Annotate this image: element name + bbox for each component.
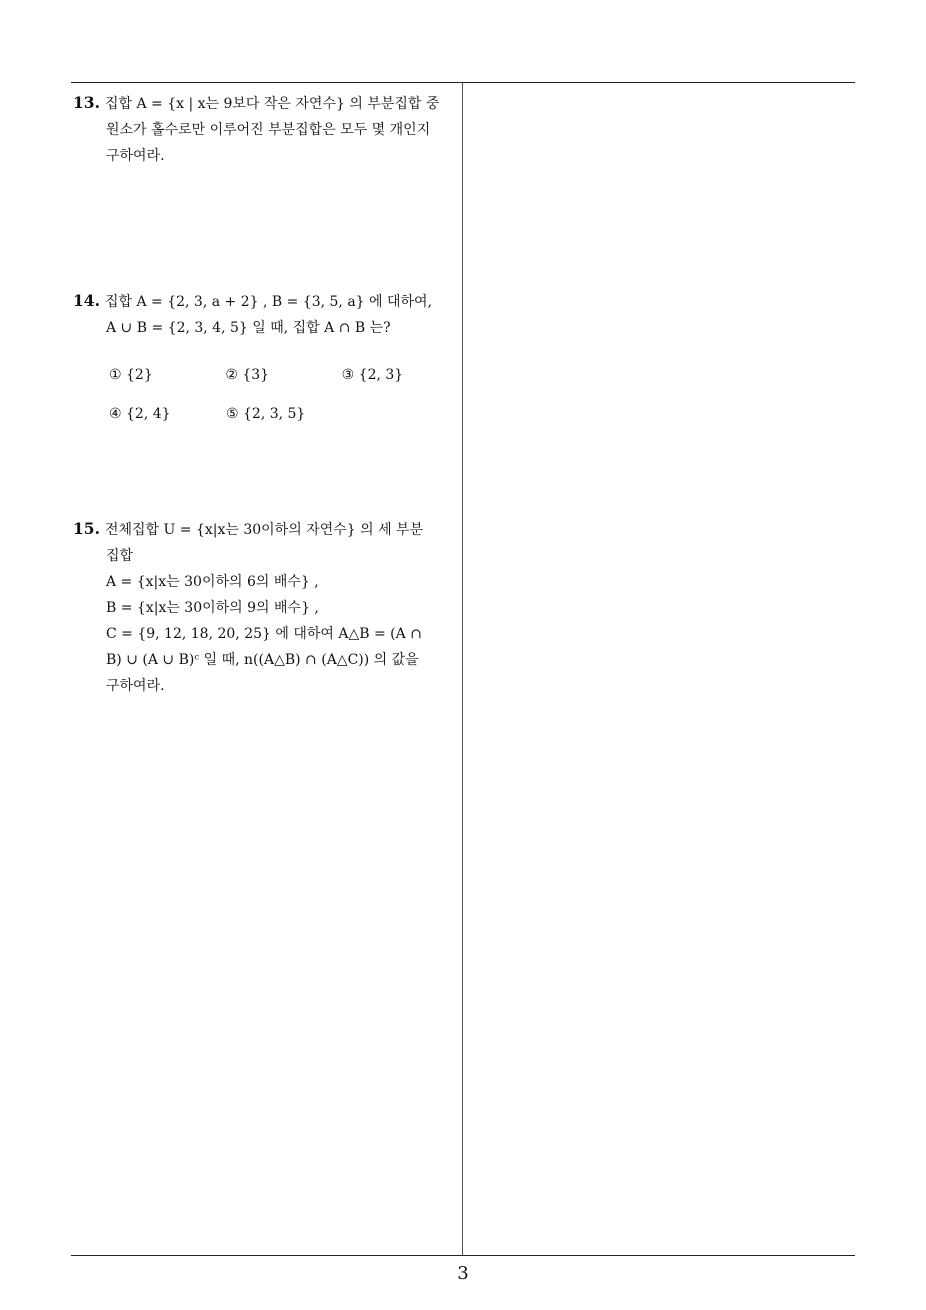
answer-choices [73, 355, 458, 433]
problem-14 [73, 288, 458, 433]
footer-rule [71, 1255, 855, 1256]
problem-text: 원소가 홀수로만 이루어진 부분집합은 모두 몇 개인지 [106, 122, 431, 138]
choice-4[interactable]: ④ {2, 4} [109, 405, 171, 422]
problem-text: C = {9, 12, 18, 20, 25} 에 대하여 A△B = (A ∩ [106, 626, 422, 642]
choice-3[interactable]: ③ {2, 3} [341, 366, 404, 383]
problem-number: 13. [73, 93, 100, 112]
problem-text: 구하여라. [106, 678, 165, 694]
problem-13-line-1 [73, 90, 458, 117]
problem-number: 14. [73, 291, 100, 310]
problem-text: A = {x|x는 30이하의 6의 배수} , [106, 574, 319, 590]
page-number: 3 [457, 1263, 469, 1284]
problem-text: 구하여라. [106, 148, 165, 164]
problem-text: 집합 A = {2, 3, a + 2} , B = {3, 5, a} 에 대하여, [104, 294, 433, 310]
problem-14-line-1 [73, 288, 458, 315]
problem-number: 15. [73, 519, 100, 538]
choice-row [109, 355, 458, 394]
choice-1[interactable]: ① {2} [109, 366, 153, 383]
header-rule [71, 82, 855, 83]
problem-text: B) ∪ (A ∪ B)ᶜ 일 때, n((A△B) ∩ (A△C)) 의 값을 [106, 652, 419, 668]
column-divider [462, 83, 463, 1256]
problem-15-line-1 [73, 516, 458, 543]
choice-5[interactable]: ⑤ {2, 3, 5} [226, 405, 306, 422]
choice-2[interactable]: ② {3} [225, 366, 270, 383]
problem-text: 집합 [106, 548, 134, 564]
choice-row [109, 394, 458, 433]
problem-text: B = {x|x는 30이하의 9의 배수} , [106, 600, 319, 616]
problem-13 [73, 90, 458, 169]
problem-text: A ∪ B = {2, 3, 4, 5} 일 때, 집합 A ∩ B 는? [106, 320, 391, 336]
problem-text: 집합 A = {x | x는 9보다 작은 자연수} 의 부분집합 중 [104, 96, 440, 112]
problem-15 [73, 516, 458, 699]
problem-text: 전체집합 U = {x|x는 30이하의 자연수} 의 세 부분 [104, 522, 424, 538]
